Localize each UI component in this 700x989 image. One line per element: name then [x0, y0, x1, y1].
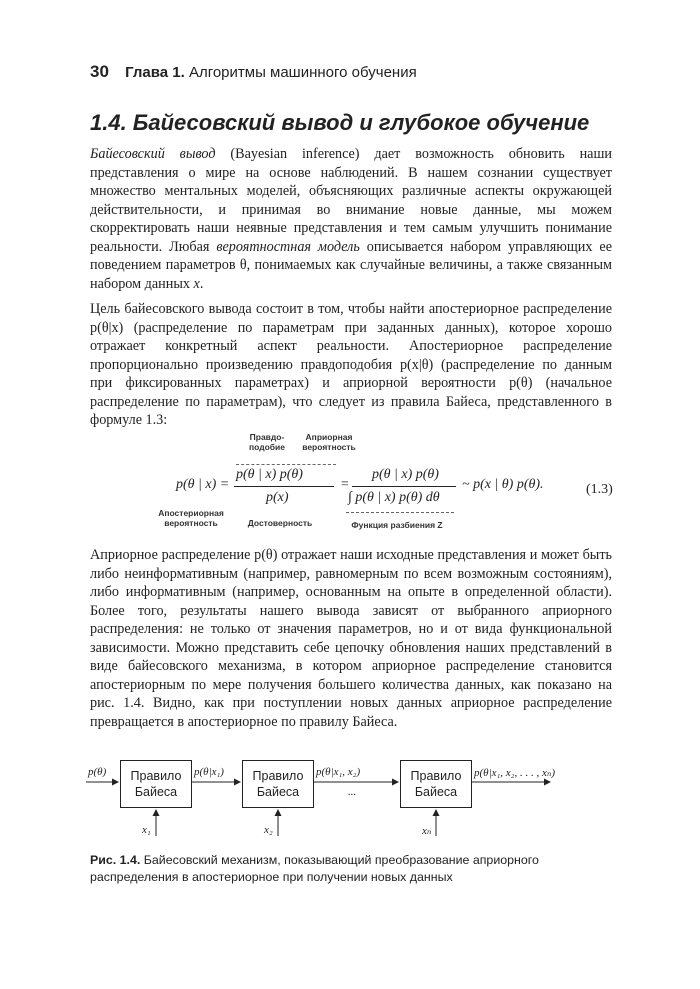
caption-text: Байесовский механизм, показывающий преобразование априорного распределения в апостериорное при получении новых данных	[90, 853, 539, 884]
label-out3: p(θ|x₁, x₂, . . . , xₙ)	[474, 767, 556, 779]
label-out1: p(θ|x₁)	[194, 766, 224, 778]
section-title: 1.4. Байесовский вывод и глубокое обучение	[90, 110, 590, 135]
brace-bottom	[346, 512, 454, 513]
formula-num1: p(θ | x) p(θ)	[236, 467, 303, 482]
equation-number: (1.3)	[586, 482, 613, 497]
label-x1: x₁	[142, 824, 151, 836]
paragraph-2: Цель байесовского вывода состоит в том, чтобы найти апостериорное распределение p(θ|x) (распределение по параметрам при заданных данных), которое хорошо отражает конкретный аспект реальности. Апостериорное распределение пропорционально произведению правдоподобия p(x|θ) (распределение по данным при фиксированных параметрах) и априорной вероятности p(θ) (начальное распределение по параметрам), что следует из правила Байеса, представленного в формуле 1.3:	[90, 301, 612, 428]
label-x2: x₂	[264, 824, 273, 836]
formula-eq2: =	[340, 477, 350, 492]
label-xn: xₙ	[422, 825, 432, 837]
caption-label: Рис. 1.4.	[90, 853, 141, 867]
chapter-label: Глава 1.	[125, 64, 185, 81]
ellipsis: ...	[348, 786, 357, 798]
brace-top	[236, 464, 336, 465]
running-header	[90, 62, 417, 82]
term-bayesian-inference: Байесовский вывод	[90, 146, 216, 162]
formula-den1: p(x)	[266, 490, 289, 505]
paragraph-1-text2: описывается набором управляющих ее поведением параметров θ, понимаемых как случайные величины, а также связанным набором данных	[90, 238, 612, 292]
paragraph-1	[90, 145, 612, 293]
bayes-box-1: Правило Байеса	[120, 760, 192, 808]
bayes-mechanism-diagram	[80, 758, 620, 853]
formula-num2: p(θ | x) p(θ)	[372, 467, 439, 482]
formula-tail: ~ p(x | θ) p(θ).	[462, 477, 544, 492]
formula-1-3	[0, 430, 700, 535]
bayes-box-2: Правило Байеса	[242, 760, 314, 808]
label-evidence: Достоверность	[247, 518, 313, 528]
paragraph-3: Априорное распределение p(θ) отражает наши исходные представления и может быть либо неинформативным (например, равномерным по всем возможным состояниям), либо информативным (например, основанным на опыте в определенной области). Более того, результаты нашего вывода зависят от выбранного априорного распределения: не только от значения параметров, но и от вида функциональной зависимости. Можно представить себе цепочку обновления наших представлений в виде байесовского механизма, в котором априорное распределение становится апостериорным по мере получения большего количества данных, как показано на рис. 1.4. Видно, как при поступлении новых данных априорное распределение превращается в апостериорное по правилу Байеса.	[90, 547, 612, 730]
term-probabilistic-model: вероятностная модель	[216, 238, 360, 255]
label-partition: Функция разбиения Z	[351, 520, 443, 530]
formula-lhs: p(θ | x) =	[176, 477, 230, 492]
label-posterior: Апостериорная вероятность	[158, 508, 224, 528]
paragraph-1-text3: .	[199, 275, 204, 292]
label-out2: p(θ|x₁, x₂)	[316, 766, 361, 778]
fraction-bar-1	[234, 486, 334, 487]
figure-caption	[90, 852, 620, 886]
formula-den2: ∫ p(θ | x) p(θ) dθ	[348, 490, 440, 505]
bayes-box-3: Правило Байеса	[400, 760, 472, 808]
page-number: 30	[90, 62, 109, 81]
fraction-bar-2	[352, 486, 456, 487]
label-prior: Априорная вероятность	[302, 432, 356, 452]
variable-x: x	[193, 275, 200, 292]
paragraph-1-text1: (Bayesian inference) дает возможность обновить наши представления о мире на основе наблюдений. В нашем сознании существует множество ментальных моделей, объясняющих различные аспекты окружающей действительности, и принимая во внимание новые данные, мы можем скорректировать наши неявные представления и тем самым улучшить понимание реальности. Любая	[90, 146, 612, 255]
chapter-title: Алгоритмы машинного обучения	[188, 64, 417, 81]
label-prior-input: p(θ)	[88, 766, 107, 778]
label-likelihood: Правдо- подобие	[248, 432, 285, 452]
